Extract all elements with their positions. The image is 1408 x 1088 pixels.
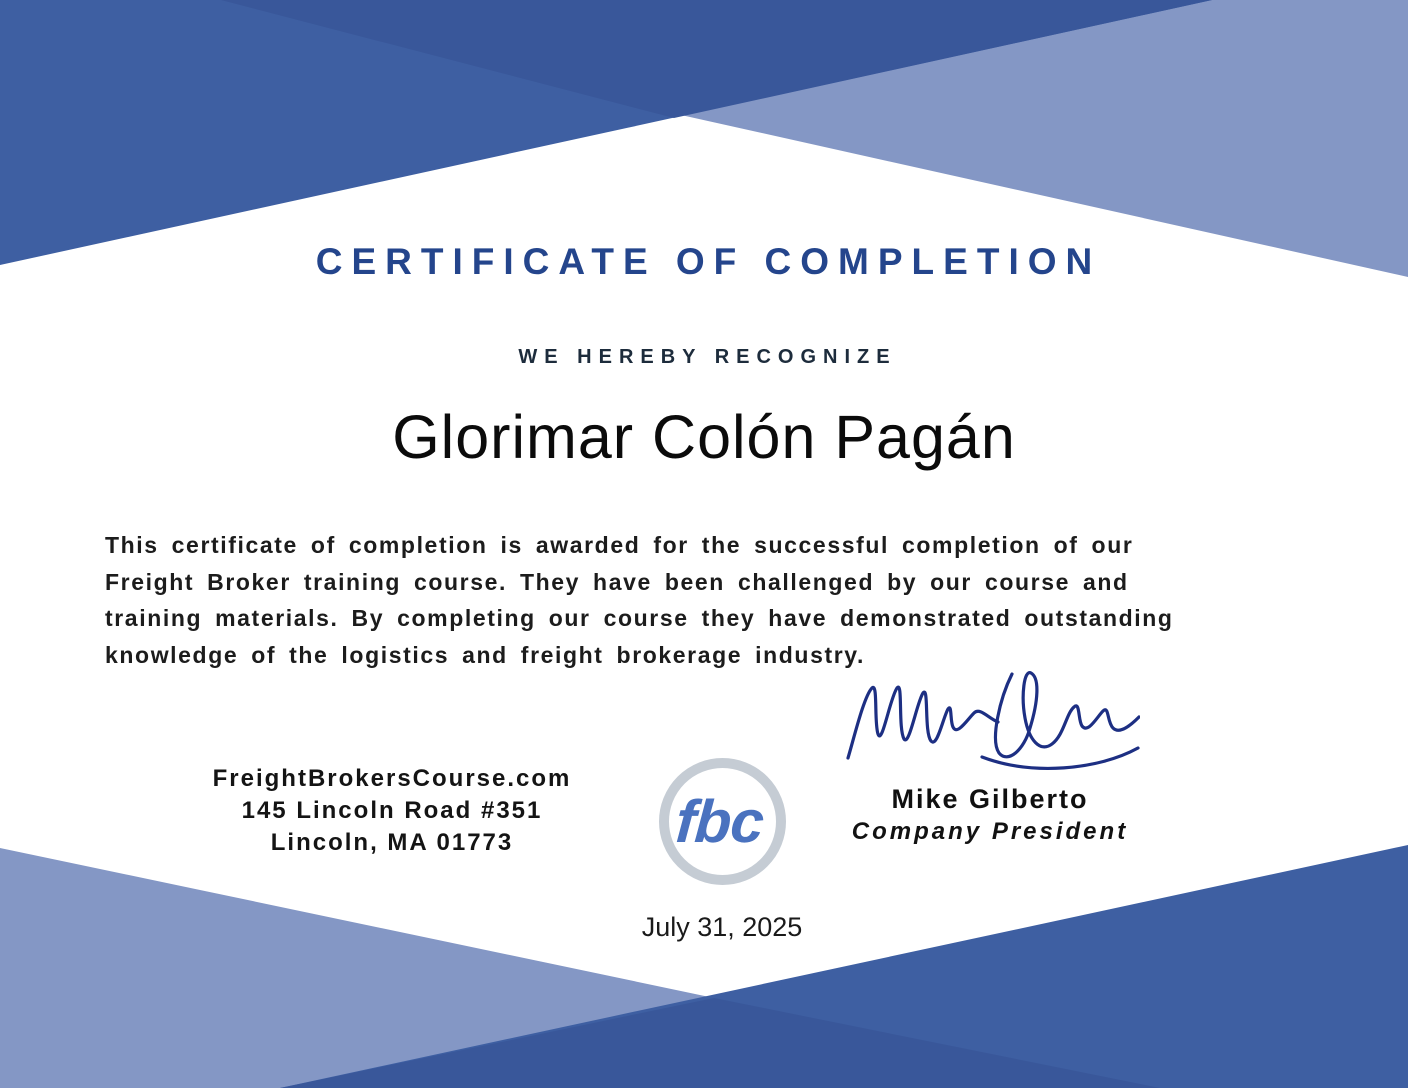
- issuer-website: FreightBrokersCourse.com: [212, 765, 572, 792]
- recognize-line: WE HEREBY RECOGNIZE: [518, 346, 897, 368]
- body-line: training materials. By completing our course they have demonstrated outstanding: [105, 605, 1174, 631]
- signer-name: Mike Gilberto: [891, 784, 1089, 814]
- fbc-logo-text: fbc: [673, 788, 766, 855]
- certificate-body: [105, 527, 1335, 673]
- body-line: Freight Broker training course. They have been challenged by our course and: [105, 568, 1129, 595]
- recipient-name: Glorimar Colón Pagán: [392, 403, 1016, 471]
- body-line: This certificate of completion is awarded for the successful completion of our: [105, 532, 1134, 558]
- issuer-address-line2: Lincoln, MA 01773: [270, 829, 514, 856]
- certificate-title: CERTIFICATE OF COMPLETION: [315, 241, 1102, 282]
- signature-icon: [840, 660, 1140, 780]
- signature-block: [840, 660, 1140, 846]
- issuer-address-line1: 145 Lincoln Road #351: [241, 797, 543, 824]
- fbc-logo-badge: [659, 758, 786, 885]
- issuer-address-block: [157, 763, 627, 859]
- signer-title: Company President: [851, 818, 1129, 845]
- body-line: knowledge of the logistics and freight brokerage industry.: [105, 641, 865, 668]
- issue-date: July 31, 2025: [641, 912, 803, 942]
